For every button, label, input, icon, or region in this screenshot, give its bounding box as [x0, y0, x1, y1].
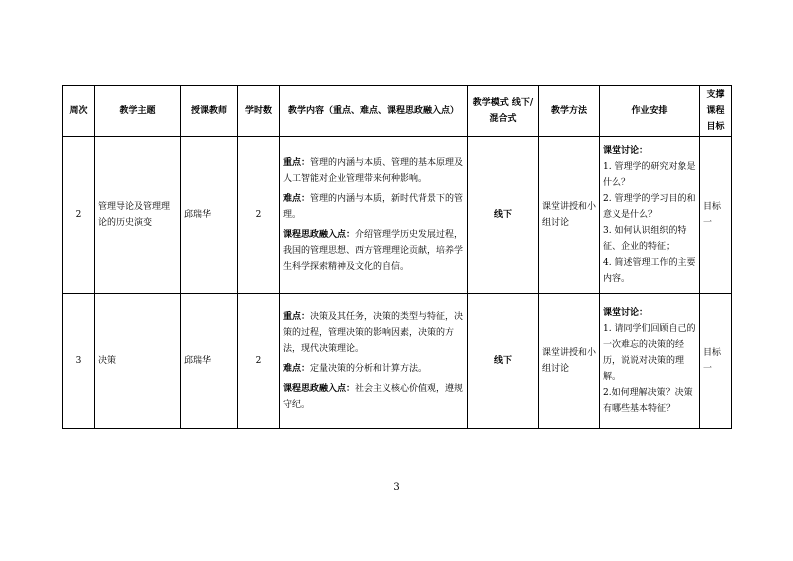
key-label: 重点：	[283, 158, 311, 168]
cell-mode: 线下	[468, 137, 539, 294]
key-text: 决策及其任务，决策的类型与特征，决策的过程，管理决策的影响因素，决策的方法，现代决策理论。	[283, 312, 464, 354]
header-mode: 教学模式 线下/混合式	[468, 86, 539, 137]
homework-item: 1. 请同学们回顾自己的一次难忘的决策的经历，说说对决策的理解。	[603, 324, 696, 382]
difficult-text: 定量决策的分析和计算方法。	[310, 364, 428, 374]
cell-method: 课堂讲授和小组讨论	[539, 294, 600, 429]
content-ideology	[283, 381, 464, 413]
header-teacher: 授课教师	[181, 86, 238, 137]
table-row	[63, 294, 732, 429]
cell-goal: 目标一	[700, 137, 732, 294]
cell-content	[280, 137, 468, 294]
cell-topic: 决策	[95, 294, 181, 429]
homework-item: 3. 如何认识组织的特征、企业的特征；	[603, 226, 687, 252]
homework-item: 2.如何理解决策？决策有哪些基本特征？	[603, 388, 693, 414]
table-row	[63, 137, 732, 294]
cell-hours: 2	[238, 137, 280, 294]
homework-title: 课堂讨论：	[603, 146, 649, 156]
cell-method: 课堂讲授和小组讨论	[539, 137, 600, 294]
ideology-label: 课程思政融入点：	[283, 230, 356, 240]
cell-mode: 线下	[468, 294, 539, 429]
header-goal: 支撑课程目标	[700, 86, 732, 137]
homework-title: 课堂讨论：	[603, 308, 649, 318]
ideology-text: 社会主义核心价值观，遵规守纪。	[283, 384, 464, 410]
cell-teacher: 邱瑞华	[181, 137, 238, 294]
content-key	[283, 155, 464, 187]
homework-item: 1. 管理学的研究对象是什么？	[603, 162, 696, 188]
content-difficult	[283, 361, 464, 377]
schedule-table	[62, 85, 732, 429]
header-content: 教学内容（重点、难点、课程思政融入点）	[280, 86, 468, 137]
cell-homework	[600, 137, 700, 294]
cell-week: 2	[63, 137, 95, 294]
difficult-label: 难点：	[283, 364, 311, 374]
difficult-label: 难点：	[283, 194, 311, 204]
ideology-text: 介绍管理学历史发展过程，我国的管理思想、西方管理理论贡献，培养学生科学探索精神及文化的自信。	[283, 230, 464, 272]
ideology-label: 课程思政融入点：	[283, 384, 356, 394]
key-label: 重点：	[283, 312, 311, 322]
cell-teacher: 邱瑞华	[181, 294, 238, 429]
cell-week: 3	[63, 294, 95, 429]
homework-item: 4. 简述管理工作的主要内容。	[603, 258, 696, 284]
cell-content	[280, 294, 468, 429]
cell-homework	[600, 294, 700, 429]
header-week: 周次	[63, 86, 95, 137]
difficult-text: 管理的内涵与本质，新时代背景下的管理。	[283, 194, 464, 220]
header-method: 教学方法	[539, 86, 600, 137]
homework-item: 2. 管理学的学习目的和意义是什么？	[603, 194, 696, 220]
header-hours: 学时数	[238, 86, 280, 137]
cell-goal: 目标一	[700, 294, 732, 429]
cell-hours: 2	[238, 294, 280, 429]
key-text: 管理的内涵与本质、管理的基本原理及人工智能对企业管理带来何种影响。	[283, 158, 464, 184]
content-ideology	[283, 227, 464, 275]
content-key	[283, 309, 464, 357]
page-number: 3	[393, 482, 400, 493]
header-topic: 教学主题	[95, 86, 181, 137]
cell-topic: 管理导论及管理理论的历史演变	[95, 137, 181, 294]
header-homework: 作业安排	[600, 86, 700, 137]
content-difficult	[283, 191, 464, 223]
header-row	[63, 86, 732, 137]
